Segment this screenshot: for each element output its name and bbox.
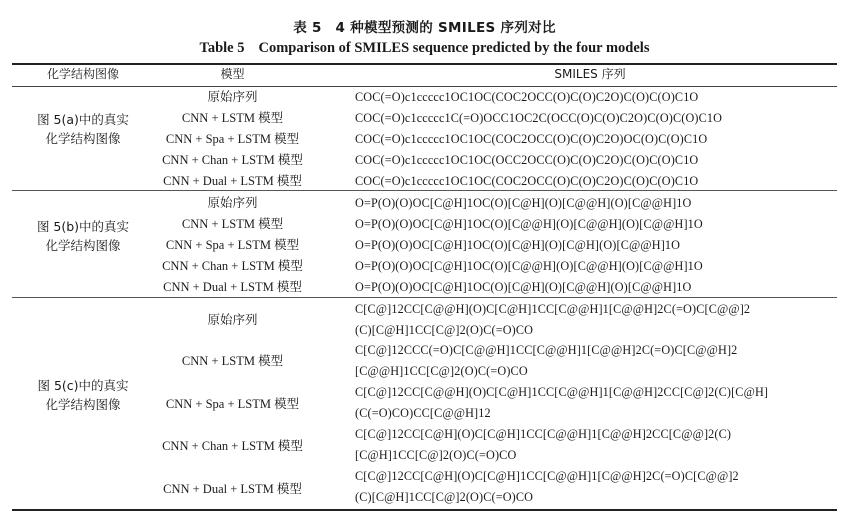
model-name: CNN + Dual + LSTM 模型 xyxy=(163,174,302,188)
smiles-sequence: C[C@]12CC[C@@H](O)C[C@H]1CC[C@@H]1[C@@H]2CC[C@]2(C)[C@H] xyxy=(355,385,769,399)
model-name: 原始序列 xyxy=(207,313,258,327)
header-model: 模型 xyxy=(220,67,245,81)
smiles-sequence: [C@H]1CC[C@]2(O)C(=O)CO xyxy=(355,448,517,462)
model-name: CNN + LSTM 模型 xyxy=(181,217,284,231)
smiles-sequence: COC(=O)c1ccccc1OC1OC(COC2OCC(O)C(O)C2O)OC(O)C(O)C1O xyxy=(355,132,708,146)
group-image-label: 图 5(c)中的真实 xyxy=(37,378,129,393)
model-name: CNN + Spa + LSTM 模型 xyxy=(165,397,300,411)
smiles-sequence: C[C@]12CC[C@@H](O)C[C@H]1CC[C@@H]1[C@@H]2C(=O)C[C@@]2 xyxy=(355,302,751,316)
smiles-sequence: (C)[C@H]1CC[C@]2(O)C(=O)CO xyxy=(355,490,534,504)
smiles-sequence: O=P(O)(O)OC[C@H]1OC(O)[C@H](O)[C@H](O)[C@@H]1O xyxy=(355,238,681,252)
model-name: CNN + Dual + LSTM 模型 xyxy=(163,482,302,496)
smiles-sequence: COC(=O)c1ccccc1OC1OC(COC2OCC(O)C(O)C2O)C(O)C(O)C1O xyxy=(355,90,699,104)
smiles-sequence: C[C@]12CC[C@H](O)C[C@H]1CC[C@@H]1[C@@H]2CC[C@@]2(C) xyxy=(355,427,732,441)
group-separator-rule xyxy=(12,297,837,298)
model-name: CNN + Chan + LSTM 模型 xyxy=(162,439,303,453)
smiles-sequence: [C@@H]1CC[C@]2(O)C(=O)CO xyxy=(355,364,528,378)
table-bottom-rule xyxy=(12,509,837,511)
model-name: 原始序列 xyxy=(207,196,258,210)
model-name: CNN + LSTM 模型 xyxy=(181,354,284,368)
table-title-en xyxy=(0,40,849,57)
table-title-cn: 表 5 4 种模型预测的 SMILES 序列对比 xyxy=(293,20,556,36)
smiles-sequence: O=P(O)(O)OC[C@H]1OC(O)[C@H](O)[C@@H](O)[C@@H]1O xyxy=(355,280,692,294)
group-image-label: 图 5(a)中的真实 xyxy=(37,112,129,127)
smiles-sequence: COC(=O)c1ccccc1C(=O)OCC1OC2C(OCC(O)C(O)C2O)C(O)C(O)C1O xyxy=(355,111,723,125)
group-image-label: 化学结构图像 xyxy=(45,397,121,412)
model-name: CNN + LSTM 模型 xyxy=(181,111,284,125)
smiles-sequence: C[C@]12CC[C@H](O)C[C@H]1CC[C@@H]1[C@@H]2C(=O)C[C@@]2 xyxy=(355,469,739,483)
group-separator-rule xyxy=(12,190,837,191)
model-name: CNN + Dual + LSTM 模型 xyxy=(163,280,302,294)
smiles-sequence: O=P(O)(O)OC[C@H]1OC(O)[C@@H](O)[C@@H](O)[C@@H]1O xyxy=(355,259,703,273)
model-name: CNN + Chan + LSTM 模型 xyxy=(162,259,303,273)
model-name: 原始序列 xyxy=(207,90,258,104)
model-name: CNN + Spa + LSTM 模型 xyxy=(165,132,300,146)
table-title-en-label: Table 5 xyxy=(199,40,245,56)
smiles-sequence: (C)[C@H]1CC[C@]2(O)C(=O)CO xyxy=(355,323,534,337)
smiles-sequence: O=P(O)(O)OC[C@H]1OC(O)[C@@H](O)[C@@H](O)[C@@H]1O xyxy=(355,217,703,231)
smiles-sequence: COC(=O)c1ccccc1OC1OC(COC2OCC(O)C(O)C2O)C(O)C(O)C1O xyxy=(355,174,699,188)
smiles-sequence: COC(=O)c1ccccc1OC1OC(OCC2OCC(O)C(O)C2O)C(O)C(O)C1O xyxy=(355,153,699,167)
group-image-label: 化学结构图像 xyxy=(45,238,121,253)
model-name: CNN + Chan + LSTM 模型 xyxy=(162,153,303,167)
smiles-sequence: O=P(O)(O)OC[C@H]1OC(O)[C@H](O)[C@@H](O)[C@@H]1O xyxy=(355,196,692,210)
group-image-label: 图 5(b)中的真实 xyxy=(36,219,130,234)
table-title-en-text: Comparison of SMILES sequence predicted by the four models xyxy=(258,40,650,56)
smiles-sequence: C[C@]12CCC(=O)C[C@@H]1CC[C@@H]1[C@@H]2C(=O)C[C@@H]2 xyxy=(355,343,738,357)
header-smiles: SMILES 序列 xyxy=(554,67,626,81)
model-name: CNN + Spa + LSTM 模型 xyxy=(165,238,300,252)
smiles-sequence: (C(=O)CO)CC[C@@H]12 xyxy=(355,406,491,420)
header-image: 化学结构图像 xyxy=(46,67,119,81)
group-image-label: 化学结构图像 xyxy=(45,131,121,146)
